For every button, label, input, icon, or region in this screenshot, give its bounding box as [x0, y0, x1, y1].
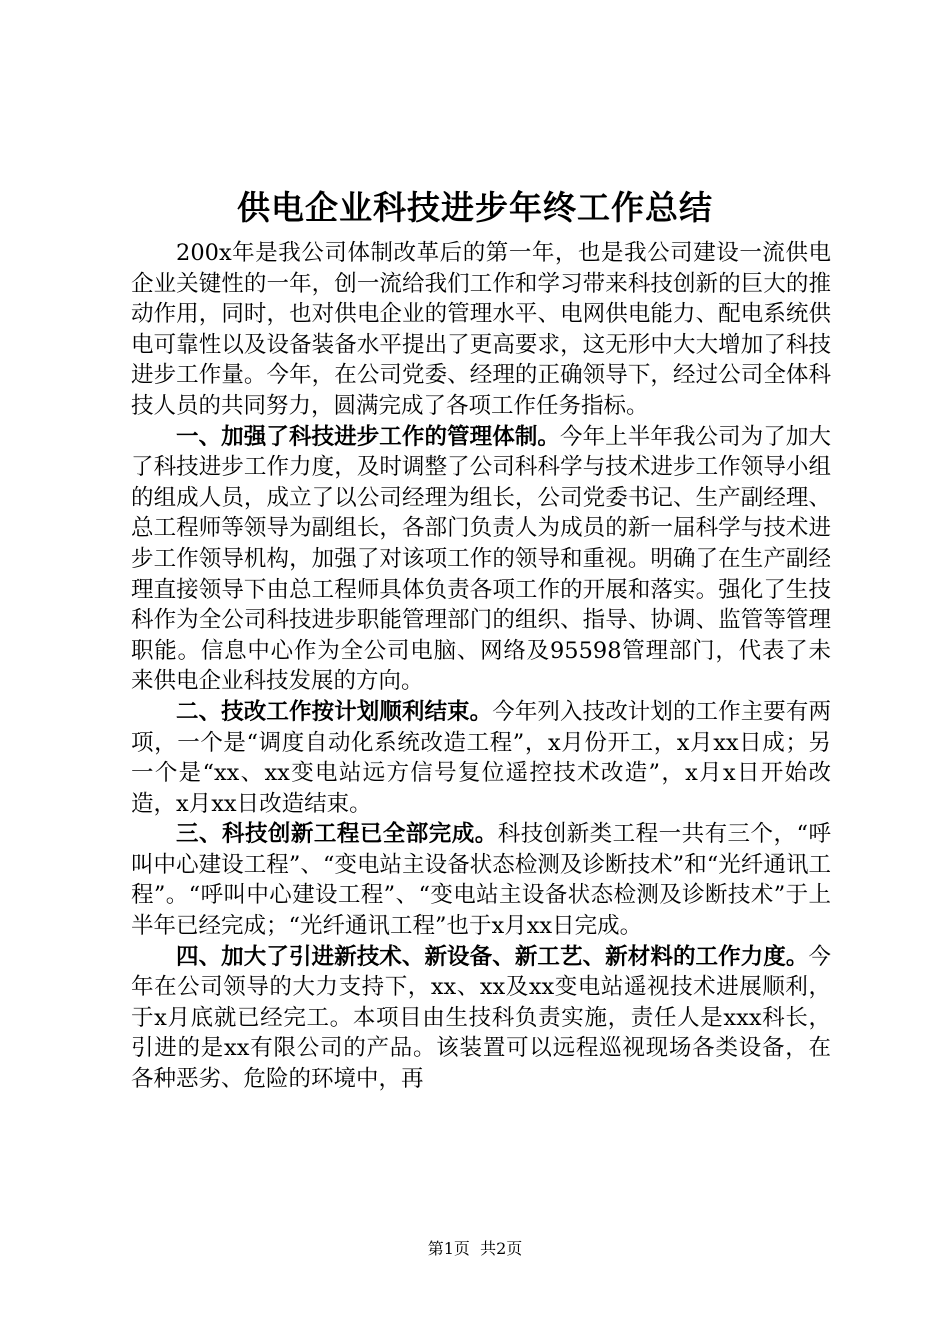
- paragraph-text: 今年上半年我公司为了加大了科技进步工作力度，及时调整了公司科科学与技术进步工作领导小组的组成人员，成立了以公司经理为组长，公司党委书记、生产副经理、总工程师等领导为副组长，各部门负责人为成员的新一届科学与技术进步工作领导机构，加强了对该项工作的领导和重视。明确了在生产副经理直接领导下由总工程师具体负责各项工作的开展和落实。强化了生技科作为全公司科技进步职能管理部门的组织、指导、协调、监管等管理职能。信息中心作为全公司电脑、网络及95598管理部门，代表了未来供电企业科技发展的方向。: [131, 423, 831, 695]
- paragraph-text: 今年在公司领导的大力支持下，xx、xx及xx变电站遥视技术进展顺利，于x月底就已经完工。本项目由生技科负责实施，责任人是xxx科长，引进的是xx有限公司的产品。该装置可以远程巡视现场各类设备，在各种恶劣、危险的环境中，再: [131, 943, 831, 1093]
- paragraph-lead: 二、技改工作按计划顺利结束。: [176, 698, 493, 725]
- paragraph-lead: 四、加大了引进新技术、新设备、新工艺、新材料的工作力度。: [176, 943, 809, 970]
- paragraph-intro: [131, 238, 831, 422]
- paragraph-text: 200x年是我公司体制改革后的第一年，也是我公司建设一流供电企业关键性的一年，创一流给我们工作和学习带来科技创新的巨大的推动作用，同时，也对供电企业的管理水平、电网供电能力、配电系统供电可靠性以及设备装备水平提出了更高要求，这无形中大大增加了科技进步工作量。今年，在公司党委、经理的正确领导下，经过公司全体科技人员的共同努力，圆满完成了各项工作任务指标。: [131, 240, 831, 419]
- paragraph-lead: 三、科技创新工程已全部完成。: [176, 821, 498, 848]
- paragraph-text: 今年列入技改计划的工作主要有两项，一个是“调度自动化系统改造工程”，x月份开工，x月xx日成；另一个是“xx、xx变电站远方信号复位遥控技术改造”，x月x日开始改造，x月xx日改造结束。: [131, 698, 831, 817]
- page-number-footer: 第1页 共2页: [427, 1239, 523, 1258]
- paragraph-section-3: [131, 819, 831, 941]
- document-body: [131, 238, 831, 1095]
- paragraph-lead: 一、加强了科技进步工作的管理体制。: [176, 423, 560, 450]
- paragraph-section-2: [131, 697, 831, 819]
- document-title: 供电企业科技进步年终工作总结: [237, 188, 713, 227]
- paragraph-text: 科技创新类工程一共有三个，“呼叫中心建设工程”、“变电站主设备状态检测及诊断技术”和“光纤通讯工程”。“呼叫中心建设工程”、“变电站主设备状态检测及诊断技术”于上半年已经完成；“光纤通讯工程”也于x月xx日完成。: [131, 821, 831, 940]
- paragraph-section-1: [131, 422, 831, 697]
- paragraph-section-4: [131, 942, 831, 1095]
